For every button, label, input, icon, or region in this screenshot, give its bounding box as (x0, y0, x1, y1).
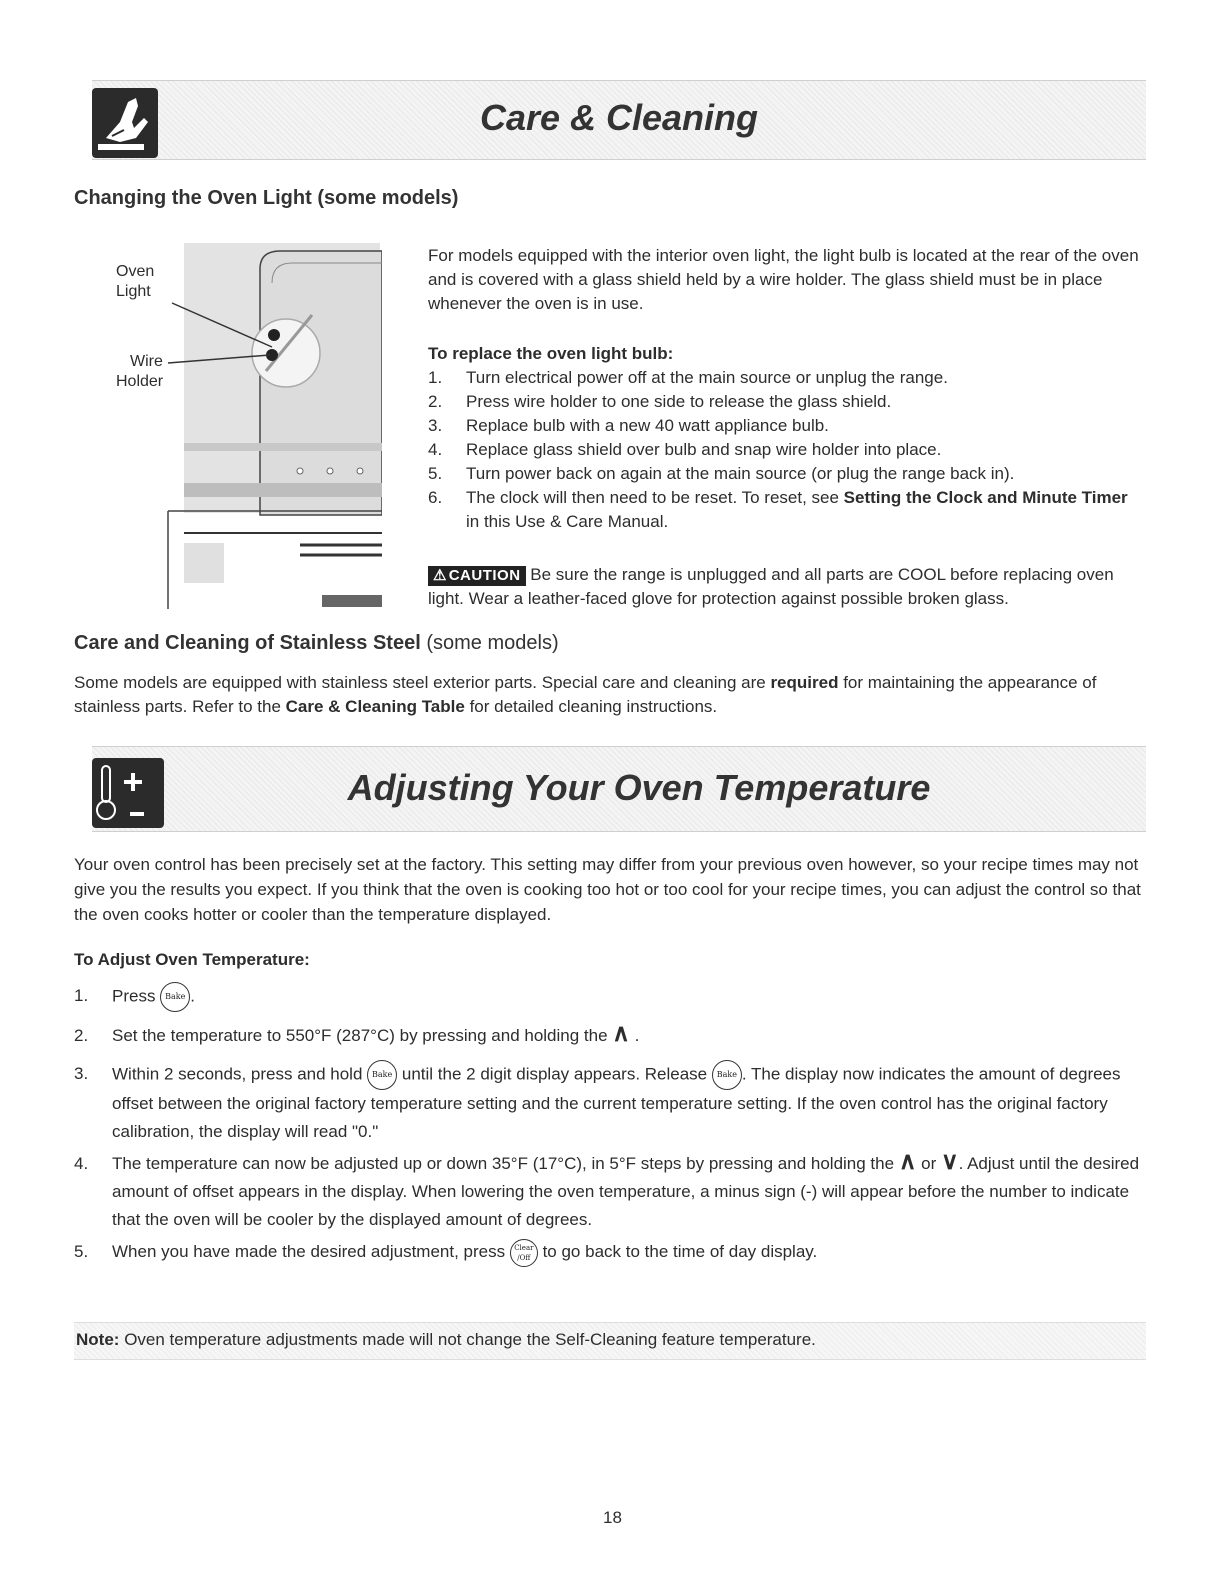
list-item: 5. When you have made the desired adjustment, press Clear /Off to go back to the time of day display. (74, 1238, 1148, 1267)
caution-text: Be sure the range is unplugged and all parts are COOL before replacing oven light. Wear a leather-faced glove for protection against possible broken glass. (428, 565, 1114, 608)
up-arrow-icon: ∧ (898, 1148, 917, 1175)
label-oven-light: Oven Light (116, 263, 155, 300)
oven-light-steps (428, 366, 1142, 534)
list-item: 6. The clock will then need to be reset. To reset, see Setting the Clock and Minute Timer in this Use & Care Manual. (428, 488, 1128, 531)
stainless-paragraph: Some models are equipped with stainless steel exterior parts. Special care and cleaning are required for maintaining the appearance of stainless parts. Refer to the Care & Cleaning Table for detailed cleaning instructions. (74, 673, 1097, 716)
list-item: 2. Press wire holder to one side to release the glass shield. (428, 392, 892, 411)
list-item: 2. Set the temperature to 550°F (287°C) by pressing and holding the ∧ . (74, 1020, 640, 1047)
caution-block (428, 563, 1144, 611)
caution-badge: ⚠ CAUTION (428, 566, 526, 586)
adjust-heading: To Adjust Oven Temperature: (74, 950, 310, 969)
oven-light-heading: Changing the Oven Light (some models) (74, 187, 459, 209)
care-cleaning-banner (92, 80, 1146, 160)
banner-title: Care & Cleaning (479, 97, 759, 138)
list-item: 3. Within 2 seconds, press and hold Bake until the 2 digit display appears. Release Bake . The display now indicates the amount of degrees offset between the original factory temperature setting and the current temperature setting. If the oven control has the original factory calibration, the display will read "0." (74, 1060, 1148, 1146)
label-wire: Wire (130, 353, 163, 370)
label-holder: Holder (116, 373, 164, 390)
list-item: 3. Replace bulb with a new 40 watt appliance bulb. (428, 416, 829, 435)
list-item: 5. Turn power back on again at the main source (or plug the range back in). (428, 464, 1015, 483)
bake-key-icon: Bake (712, 1060, 742, 1090)
steps-heading: To replace the oven light bulb: (428, 344, 674, 363)
thermometer-plus-minus-icon (92, 758, 164, 828)
list-item: 1. Press Bake . (74, 982, 1148, 1012)
up-arrow-icon: ∧ (612, 1020, 630, 1047)
bake-key-icon: Bake (367, 1060, 397, 1090)
adjust-temperature-banner (92, 746, 1146, 832)
adjust-intro: Your oven control has been precisely set at the factory. This setting may differ from your previous oven however, so your recipe times may not give you the results you expect. If you think that the oven is cooking too hot or too cool for your recipe times, you can adjust the control so that the oven cooks hotter or cooler than the temperature displayed. (74, 855, 1141, 924)
banner-title: Adjusting Your Oven Temperature (347, 767, 931, 808)
stainless-heading: Care and Cleaning of Stainless Steel (some models) (74, 632, 559, 654)
adjust-steps (74, 982, 1148, 1267)
down-arrow-icon: ∨ (940, 1148, 959, 1175)
glove-cleaning-icon (92, 88, 158, 158)
page-number: 18 (603, 1508, 622, 1527)
list-item: 1. Turn electrical power off at the main source or unplug the range. (428, 368, 948, 387)
oven-light-intro: For models equipped with the interior oven light, the light bulb is located at the rear of the oven and is covered with a glass shield held by a wire holder. The glass shield must be in place whenever the oven is in use. (428, 246, 1139, 313)
bake-key-icon: Bake (160, 982, 190, 1012)
clear-off-key-icon: Clear /Off (510, 1239, 538, 1267)
list-item: 4. The temperature can now be adjusted up or down 35°F (17°C), in 5°F steps by pressing and holding the ∧ or ∨. Adjust until the desired amount of offset appears in the display. When lowering the oven temperature, a minus sign (-) will appear before the number to indicate that the oven will be cooler by the displayed amount of degrees. (74, 1148, 1140, 1229)
list-item: 4. Replace glass shield over bulb and snap wire holder into place. (428, 440, 942, 459)
note-text: Note: Oven temperature adjustments made will not change the Self-Cleaning feature temperature. (76, 1330, 816, 1349)
